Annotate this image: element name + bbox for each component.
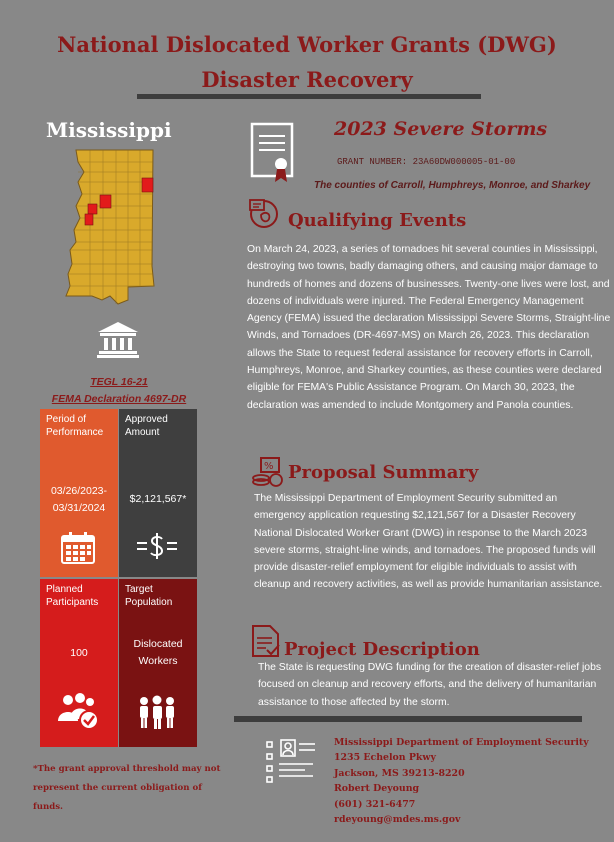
fema-declaration-label: FEMA Declaration 4697-DR <box>51 393 187 405</box>
qualifying-events-body: On March 24, 2023, a series of tornadoes hit several counties in Mississippi, destroying two towns, badly damaging others, and causing major damage to hundreds of homes and dozens of businesses. Twenty-one lives were lost, and dozens of individuals were injured. The Federal Emergency Management Agency (FEMA) issued the declaration Mississippi Severe Storms, Straight-line Winds, and Tornadoes (DR-4697-MS) on March 26, 2023. This declaration allows the State to request federal assistance for recovery efforts in Carroll, Humphreys, Monroe, and Sharkey counties, as these counties were declared eligible for FEMA's Public Assistance Program. On March 30, 2023, the declaration was amended to include Montgomery and Panola counties. <box>247 244 611 411</box>
event-title: 2023 Severe Storms <box>334 118 548 140</box>
certificate-icon <box>250 122 296 184</box>
period-start: 03/26/2023- <box>50 485 108 497</box>
period-end: 03/31/2024 <box>52 502 106 514</box>
target-population-box <box>119 579 197 747</box>
contact-divider <box>234 716 582 722</box>
contact-card-icon <box>265 738 317 784</box>
period-of-performance-box <box>40 409 118 577</box>
tegl-label: TEGL 16-21 <box>90 376 148 388</box>
contact-city: Jackson, MS 39213-8220 <box>334 767 465 779</box>
contact-organization: Mississippi Department of Employment Security <box>334 737 589 748</box>
government-building-icon <box>96 320 140 358</box>
target-population-line2: Workers <box>138 655 178 667</box>
mississippi-map-icon <box>58 146 168 306</box>
planned-participants-label: Planned Participants <box>46 584 99 608</box>
proposal-summary-heading: Proposal Summary <box>288 462 479 483</box>
period-label: Period of Performance <box>46 414 104 438</box>
page-subtitle: Disaster Recovery <box>201 67 413 92</box>
contact-phone: (601) 321-6477 <box>334 798 416 810</box>
contact-email[interactable]: rdeyoung@mdes.ms.gov <box>334 814 461 826</box>
proposal-summary-icon <box>251 456 285 488</box>
project-description-icon <box>250 624 282 658</box>
approved-amount-label: Approved Amount <box>125 414 168 438</box>
target-population-label: Target Population <box>125 584 173 608</box>
project-description-body: The State is requesting DWG funding for the creation of disaster-relief jobs focused on cleanup and recovery efforts, and the delivery of humanitarian assistance to those affected by the storm. <box>258 662 602 708</box>
grant-footnote: *The grant approval threshold may not represent the current obligation of funds. <box>33 764 221 812</box>
page-title: National Dislocated Worker Grants (DWG) <box>57 32 557 57</box>
title-divider <box>137 94 481 99</box>
calendar-icon <box>60 531 96 565</box>
target-population-line1: Dislocated <box>133 638 183 650</box>
approved-amount-box <box>119 409 197 577</box>
approved-amount-value: $2,121,567* <box>129 493 187 505</box>
state-name: Mississippi <box>46 118 172 142</box>
svg-text:%: % <box>264 461 274 472</box>
grant-number: GRANT NUMBER: 23A60DW000005-01-00 <box>337 157 516 167</box>
participants-icon <box>56 691 100 731</box>
project-description-heading: Project Description <box>284 639 480 660</box>
money-icon <box>135 531 179 563</box>
contact-name: Robert Deyoung <box>334 783 420 795</box>
planned-participants-value: 100 <box>70 647 88 659</box>
proposal-summary-body: The Mississippi Department of Employment Security submitted an emergency application requesting $2,121,567 for a Disaster Recovery National Dislocated Worker Grant (DWG) in response to the March 2023 severe storms, straight-line winds, and tornadoes. The proposed funds will provide disaster-relief employment for eligible individuals to assist with cleanup and recovery activities, as well as provide humanitarian assistance. <box>254 493 603 591</box>
contact-street: 1235 Echelon Pkwy <box>334 752 436 764</box>
qualifying-events-icon <box>247 197 279 229</box>
workers-icon <box>135 695 179 729</box>
contact-block <box>334 735 589 827</box>
counties-line: The counties of Carroll, Humphreys, Monroe, and Sharkey <box>314 180 591 191</box>
planned-participants-box <box>40 579 118 747</box>
qualifying-events-heading: Qualifying Events <box>288 210 467 231</box>
